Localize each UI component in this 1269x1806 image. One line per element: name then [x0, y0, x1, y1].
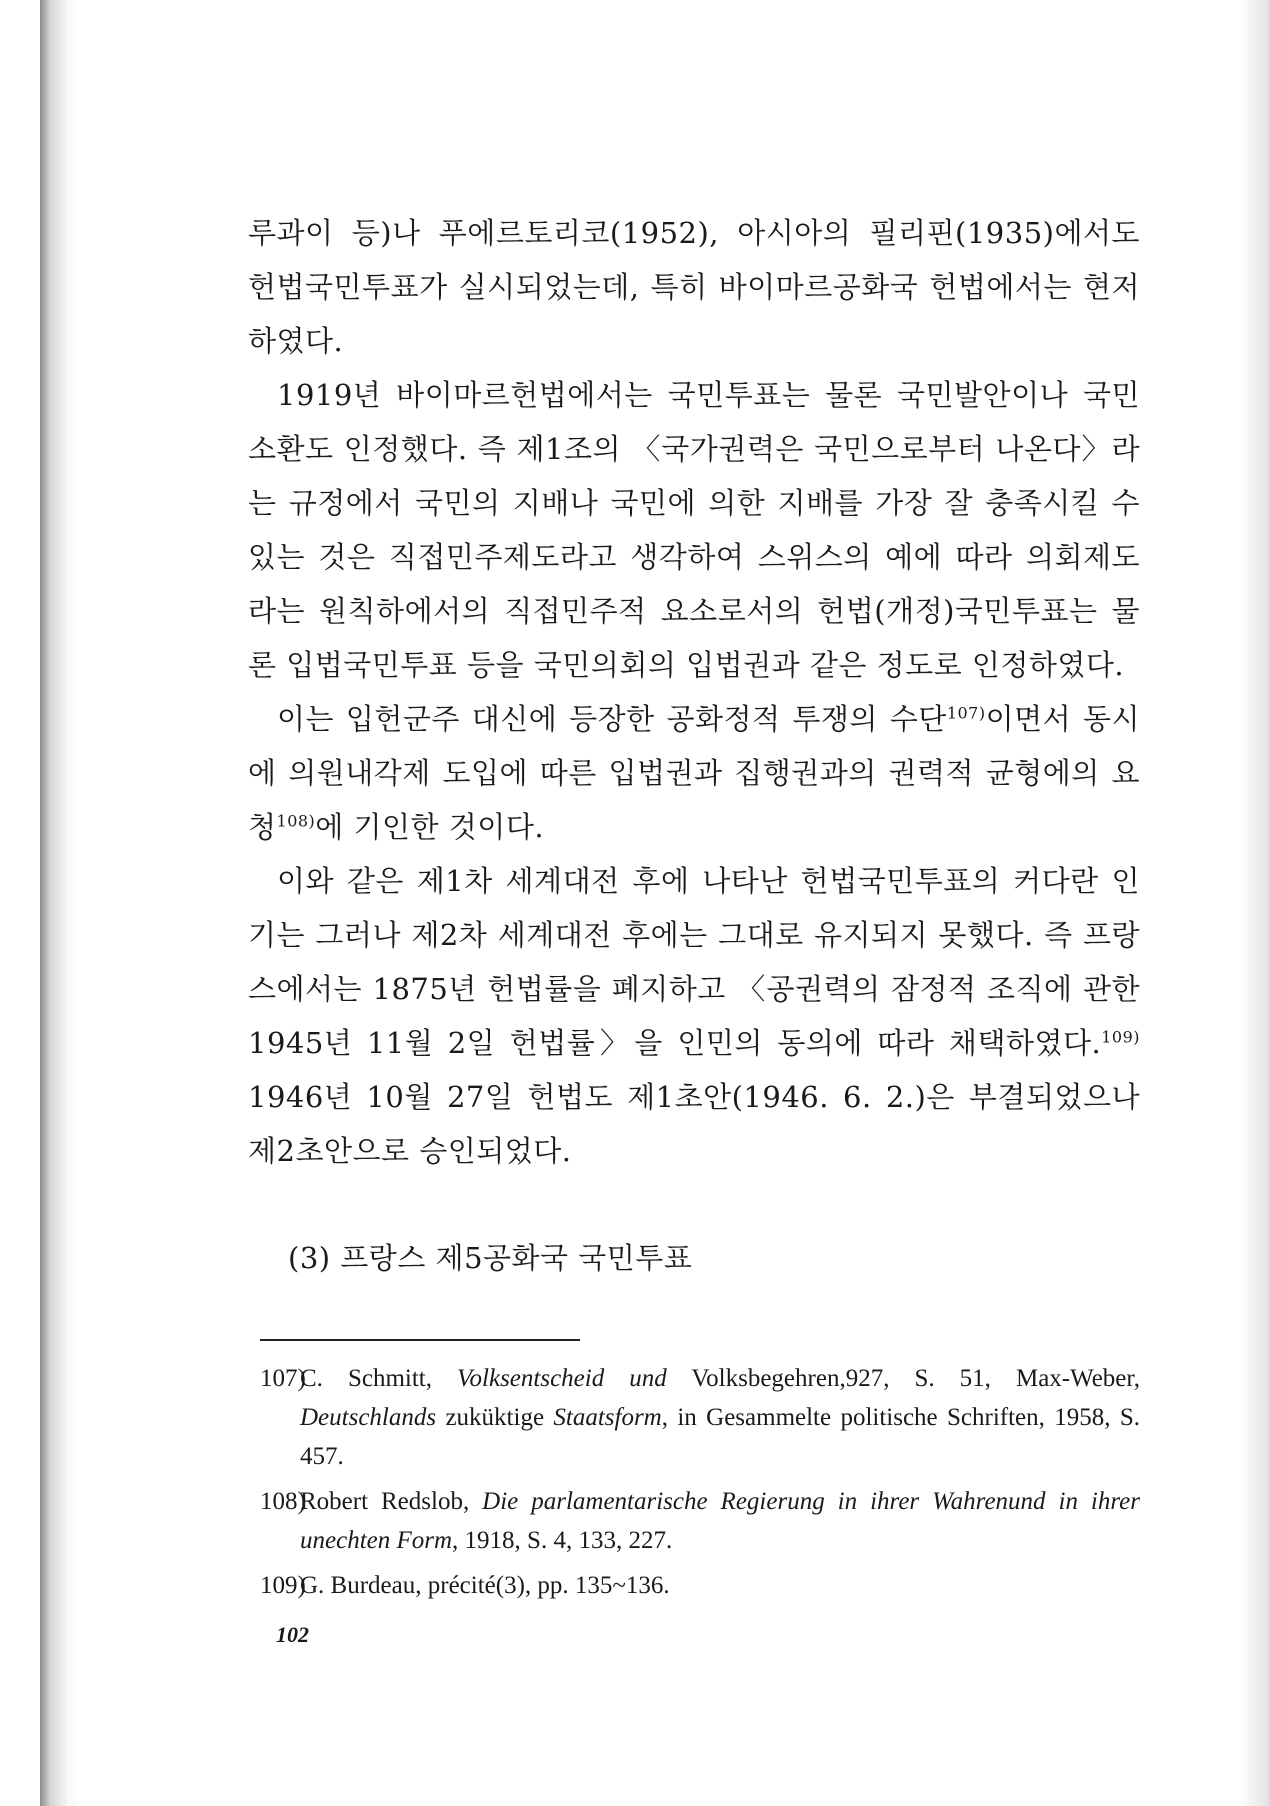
- footnote-text: Volksbegehren,927, S. 51, Max-Weber,: [666, 1365, 1140, 1392]
- footnote-text: Die parlamentarische Regierung in ihrer Wahrenund in ihrer unechten Form: [300, 1488, 1140, 1554]
- footnote-ref-107: 107): [946, 703, 986, 723]
- footnote-text: Volksentscheid und: [457, 1365, 667, 1392]
- paragraph-3: [248, 692, 1140, 854]
- footnote-number: 109): [260, 1572, 306, 1599]
- section-heading: (3) 프랑스 제5공화국 국민투표: [288, 1241, 693, 1275]
- footnote-text: zuküktige: [436, 1404, 554, 1431]
- footnote-text: , 1918, S. 4, 133, 227.: [452, 1527, 673, 1554]
- paragraph-3-text-b: 이면서 동시에 의원내각제 도입에 따른 입법권과 집행권과의 권력적 균형에의 요청: [248, 702, 1140, 844]
- paragraph-4: [248, 854, 1140, 1178]
- paragraph-3-text-c: 에 기인한 것이다.: [315, 810, 545, 844]
- book-spine: [40, 0, 66, 1806]
- footnote-text: G. Burdeau, précité(3), pp. 135~136.: [300, 1572, 670, 1599]
- paragraph-2: 1919년 바이마르헌법에서는 국민투표는 물론 국민발안이나 국민소환도 인정했다. 즉 제1조의 〈국가권력은 국민으로부터 나온다〉라는 규정에서 국민의 지배나 국민에 의한 지배를 가장 잘 충족시킬 수 있는 것은 직접민주제도라고 생각하여 스위스의 예에 따라 의회제도라는 원칙하에서의 직접민주적 요소로서의 헌법(개정)국민투표는 물론 입법국민투표 등을 국민의회의 입법권과 같은 정도로 인정하였다.: [248, 378, 1140, 682]
- paragraph-3-text-a: 이는 입헌군주 대신에 등장한 공화정적 투쟁의 수단: [277, 702, 947, 736]
- paragraph-4-text-a: 이와 같은 제1차 세계대전 후에 나타난 헌법국민투표의 커다란 인기는 그러나 제2차 세계대전 후에는 그대로 유지되지 못했다. 즉 프랑스에서는 1875년 헌법률을 폐지하고 〈공권력의 잠정적 조직에 관한 1945년 11월 2일 헌법률〉을 인민의 동의에 따라 채택하였다.: [248, 864, 1140, 1060]
- footnotes: [248, 1359, 1140, 1605]
- page-body: [248, 206, 1140, 1611]
- footnote-108: [248, 1482, 1140, 1560]
- footnote-107: [248, 1359, 1140, 1476]
- footnote-ref-108: 108): [276, 811, 316, 831]
- footnote-text: Staatsform: [553, 1404, 662, 1431]
- footnote-number: 107): [260, 1365, 306, 1392]
- footnote-divider: [260, 1339, 580, 1341]
- page-number: 102: [276, 1622, 309, 1647]
- page-edge: [1239, 0, 1269, 1806]
- footnote-ref-109: 109): [1101, 1027, 1140, 1047]
- footnote-text: Robert Redslob,: [300, 1488, 483, 1515]
- footnote-text: C. Schmitt,: [300, 1365, 458, 1392]
- paragraph-1: 루과이 등)나 푸에르토리코(1952), 아시아의 필리핀(1935)에서도 헌법국민투표가 실시되었는데, 특히 바이마르공화국 헌법에서는 현저하였다.: [248, 216, 1140, 358]
- footnote-text: Deutschlands: [300, 1404, 437, 1431]
- footnote-text: , in Gesammelte politische Schriften, 1958, S. 457.: [300, 1404, 1140, 1470]
- footnote-number: 108): [260, 1488, 306, 1515]
- footnote-109: [248, 1566, 1140, 1605]
- paragraph-4-text-b: 1946년 10월 27일 헌법도 제1초안(1946. 6. 2.)은 부결되었으나 제2초안으로 승인되었다.: [248, 1080, 1140, 1168]
